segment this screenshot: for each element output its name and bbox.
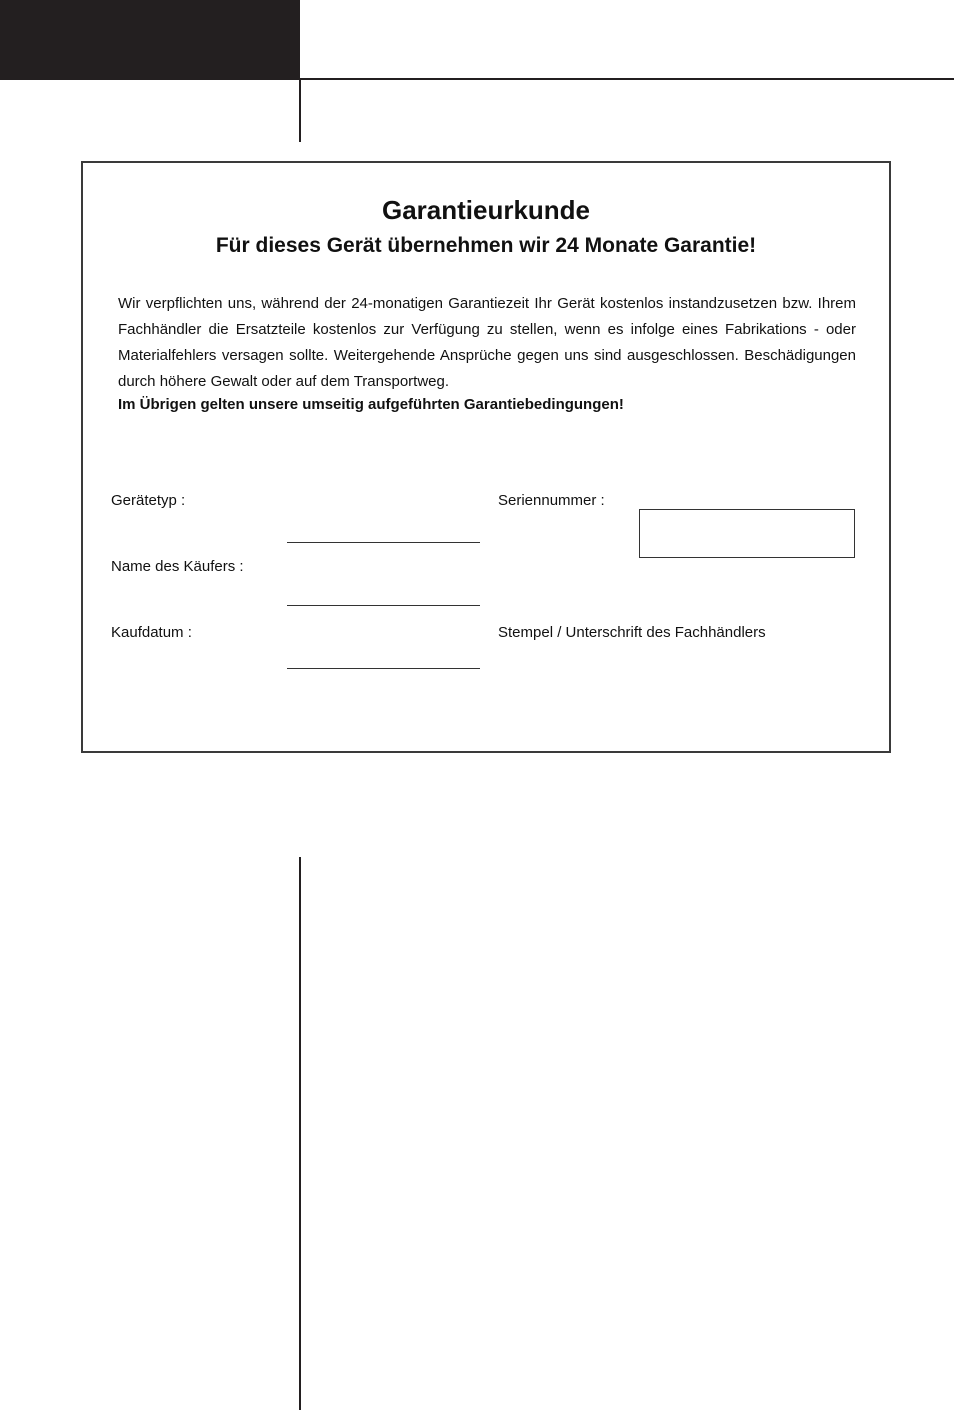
certificate-subtitle: Für dieses Gerät übernehmen wir 24 Monate Garantie! xyxy=(215,234,757,257)
warranty-text: Wir verpflichten uns, während der 24-monatigen Garantiezeit Ihr Gerät kostenlos instandzusetzen bzw. Ihrem Fachhändler die Ersatzteile kostenlos zur Verfügung zu stellen, wenn es infolge eines Fabrikations - oder Materialfehlers versagen sollte. Weitergehende Ansprüche gegen uns sind ausgeschlossen. Beschädigungen durch höhere Gewalt oder auf dem Transportweg. xyxy=(118,295,856,390)
purchase-date-label: Kaufdatum : xyxy=(111,624,192,641)
dealer-stamp-label: Stempel / Unterschrift des Fachhändlers xyxy=(498,624,766,641)
purchase-date-field[interactable] xyxy=(287,668,480,669)
certificate-title: Garantieurkunde xyxy=(381,195,591,225)
device-type-field[interactable] xyxy=(287,542,480,543)
warranty-conditions-note: Im Übrigen gelten unsere umseitig aufgeführten Garantiebedingungen! xyxy=(118,396,624,413)
buyer-name-label: Name des Käufers : xyxy=(111,558,244,575)
serial-number-field[interactable] xyxy=(639,509,855,558)
header-rule xyxy=(300,78,954,80)
device-type-label: Gerätetyp : xyxy=(111,492,186,509)
certificate-body xyxy=(118,291,856,418)
margin-rule-bottom xyxy=(299,857,301,1410)
serial-number-label: Seriennummer : xyxy=(498,492,605,509)
buyer-name-field[interactable] xyxy=(287,605,480,606)
margin-rule-top xyxy=(299,80,301,142)
header-black-block xyxy=(0,0,300,80)
warranty-certificate xyxy=(81,161,891,753)
